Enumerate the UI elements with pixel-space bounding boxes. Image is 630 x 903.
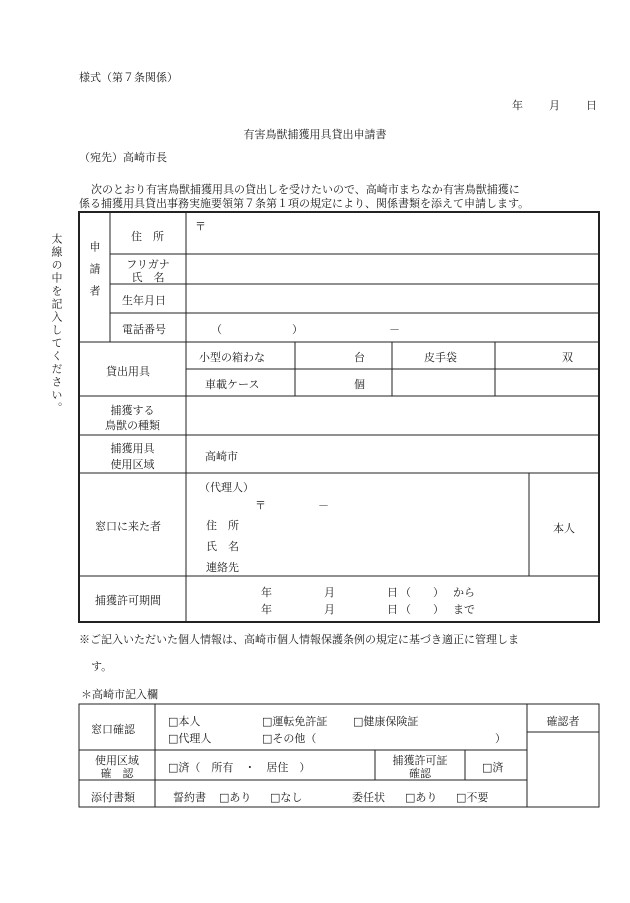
- birthdate-label: 生年月日: [122, 294, 166, 307]
- until-label: まで: [453, 603, 475, 616]
- self-checkbox[interactable]: □本人: [168, 715, 201, 728]
- checker-label: 確認者: [546, 715, 580, 728]
- date-month-label: 月: [549, 99, 560, 112]
- counter-check-label: 窓口確認: [91, 723, 135, 736]
- box-trap-label: 小型の箱わな: [199, 351, 265, 364]
- address-postal-mark: 〒: [195, 220, 206, 233]
- permit-period-label: 捕獲許可期間: [95, 594, 161, 607]
- other-close: ）: [495, 732, 506, 745]
- furigana-label: フリガナ: [126, 258, 170, 271]
- intro-line-1: 次のとおり有害鳥獣捕獲用具の貸出しを受けたいので、高崎市まちなか有害鳥獣捕獲に: [91, 183, 520, 196]
- form-title: 有害鳥獣捕獲用具貸出申請書: [243, 128, 387, 141]
- visitor-label: 窓口に来た者: [95, 520, 161, 533]
- until-month: 月: [324, 603, 335, 616]
- area-done-checkbox[interactable]: □済（ 所有 ・ 居住 ）: [168, 761, 311, 774]
- equipment-label: 貸出用具: [106, 365, 150, 378]
- box-trap-unit: 台: [354, 351, 365, 364]
- area-value: 高崎市: [205, 450, 238, 463]
- attachment-label: 添付書類: [91, 791, 135, 804]
- privacy-note-1: ※ご記入いただいた個人情報は、高崎市個人情報保護条例の規定に基づき適正に管理しま: [79, 633, 519, 646]
- delegation-label: 委任状: [352, 791, 385, 804]
- from-label: から: [453, 586, 475, 599]
- visitor-postal-dash: －: [318, 499, 329, 512]
- phone-open: （: [211, 323, 222, 336]
- permit-check-label-2: 確認: [409, 767, 431, 780]
- date-day-label: 日: [586, 99, 597, 112]
- area-check-label-1: 使用区域: [95, 754, 139, 767]
- gloves-label: 皮手袋: [424, 351, 457, 364]
- permit-done-checkbox[interactable]: □済: [482, 761, 504, 774]
- from-year: 年: [261, 586, 272, 599]
- pledge-no-checkbox[interactable]: □なし: [270, 791, 303, 804]
- agent-checkbox[interactable]: □代理人: [168, 732, 212, 745]
- form-number: 様式（第７条関係）: [79, 71, 178, 84]
- species-label-1: 捕獲する: [110, 404, 155, 417]
- applicant-group-label: 申請者: [88, 241, 101, 307]
- pledge-yes-checkbox[interactable]: □あり: [219, 791, 252, 804]
- area-label-1: 捕獲用具: [110, 442, 155, 455]
- agent-label: （代理人）: [199, 481, 254, 494]
- office-section-title: ＊高崎市記入欄: [81, 688, 158, 701]
- license-checkbox[interactable]: □運転免許証: [262, 715, 328, 728]
- area-check-label-2: 確 認: [100, 767, 134, 780]
- vehicle-case-label: 車載ケース: [205, 378, 260, 391]
- addressee: （宛先）高崎市長: [79, 151, 167, 164]
- side-note: 太線の中を記入してください。: [50, 233, 63, 415]
- from-month: 月: [324, 586, 335, 599]
- until-day: 日: [387, 603, 398, 616]
- vehicle-case-unit: 個: [354, 378, 365, 391]
- intro-line-2: 係る捕獲用具貸出事務実施要領第７条第１項の規定により、関係書類を添えて申請します。: [79, 197, 530, 210]
- privacy-note-2: す。: [91, 660, 113, 673]
- phone-close: ）: [292, 323, 303, 336]
- area-label-2: 使用区域: [110, 458, 155, 471]
- from-weekday: （ ）: [400, 586, 444, 599]
- visitor-name-label: 氏 名: [206, 540, 239, 553]
- address-label: 住 所: [131, 230, 164, 243]
- until-year: 年: [261, 603, 272, 616]
- permit-check-label-1: 捕獲許可証: [392, 754, 448, 767]
- gloves-unit: 双: [562, 351, 573, 364]
- date-year-label: 年: [512, 99, 523, 112]
- visitor-address-label: 住 所: [206, 519, 239, 532]
- phone-dash: －: [389, 323, 400, 336]
- visitor-postal-mark: 〒: [255, 499, 266, 512]
- species-label-2: 鳥獣の種類: [105, 419, 160, 432]
- insurance-checkbox[interactable]: □健康保険証: [353, 715, 419, 728]
- delegation-no-checkbox[interactable]: □不要: [456, 791, 489, 804]
- pledge-label: 誓約書: [173, 791, 206, 804]
- phone-label: 電話番号: [122, 323, 166, 336]
- from-day: 日: [387, 586, 398, 599]
- self-label: 本人: [553, 522, 575, 535]
- visitor-contact-label: 連絡先: [206, 561, 239, 574]
- delegation-yes-checkbox[interactable]: □あり: [405, 791, 438, 804]
- other-checkbox[interactable]: □その他（: [262, 732, 317, 745]
- until-weekday: （ ）: [400, 603, 444, 616]
- name-label: 氏 名: [131, 271, 165, 284]
